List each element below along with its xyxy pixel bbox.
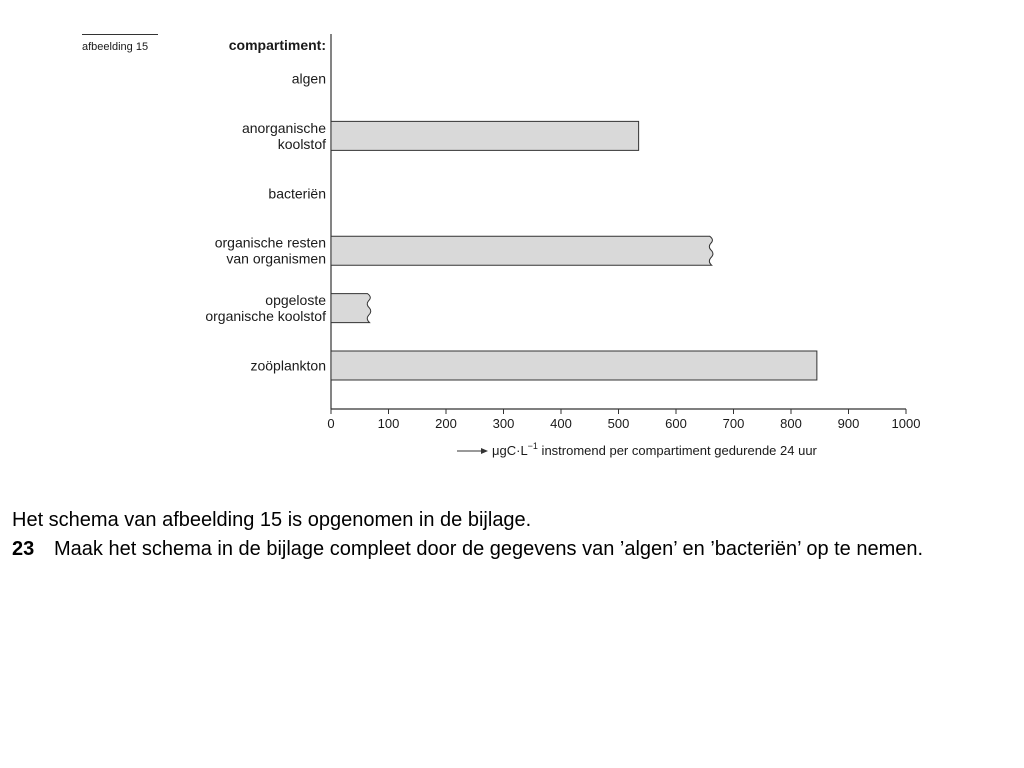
bar (331, 236, 713, 265)
x-tick-label: 400 (550, 416, 572, 431)
x-tick-label: 100 (377, 416, 400, 431)
x-tick-label: 200 (435, 416, 457, 431)
question-text: Maak het schema in de bijlage compleet door de gegevens van ’algen’ en ’bacteriën’ op te nemen. (54, 538, 924, 560)
svg-text:μgC·L−1 instromend per compart (492, 441, 818, 458)
category-label: bacteriën (268, 185, 326, 202)
x-tick-label: 700 (722, 416, 745, 431)
question-number: 23 (12, 538, 35, 560)
x-axis-label-unit: μgC·L (492, 443, 528, 458)
x-tick-label: 900 (837, 416, 860, 431)
x-tick-label: 0 (327, 416, 335, 431)
x-axis-title (457, 441, 818, 458)
question (12, 535, 1012, 563)
x-axis-label-description: instromend per compartiment gedurende 24 uur (537, 443, 817, 458)
bar (331, 294, 371, 323)
category-label: anorganische koolstof (241, 119, 326, 152)
category-label: organische resten van organismen (214, 234, 326, 267)
category-label: algen (291, 70, 326, 87)
caption: Het schema van afbeelding 15 is opgenomen in de bijlage. (12, 509, 532, 531)
category-label: opgeloste organische koolstof (205, 292, 326, 325)
x-tick-label: 800 (780, 416, 802, 431)
x-tick-label: 300 (492, 416, 515, 431)
bar (331, 351, 817, 380)
x-tick-label: 1000 (891, 416, 921, 431)
x-axis-arrow-head (481, 448, 488, 454)
category-label: zoöplankton (250, 357, 326, 374)
x-tick-label: 500 (607, 416, 630, 431)
figure-label: afbeelding 15 (82, 41, 149, 53)
x-axis-label-exponent: −1 (527, 441, 538, 451)
x-tick-label: 600 (665, 416, 687, 431)
bar (331, 121, 639, 150)
category-header: compartiment: (228, 37, 326, 53)
